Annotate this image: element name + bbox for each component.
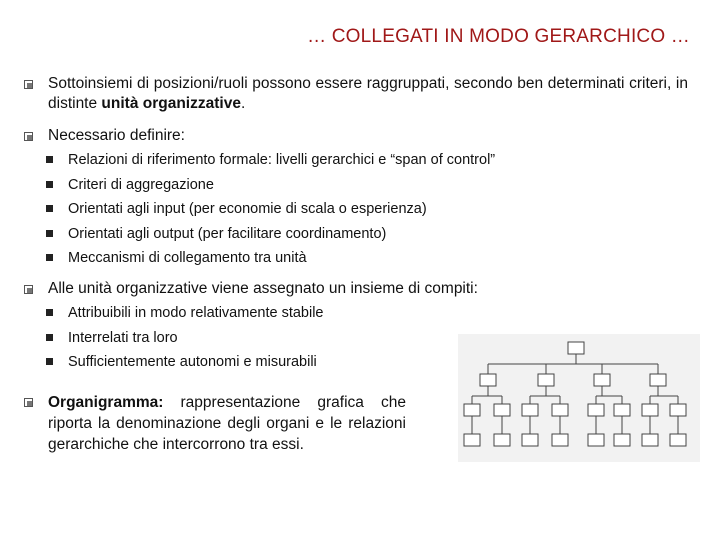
org-box-level4 [588, 434, 604, 446]
org-box-level3 [588, 404, 604, 416]
bold-term: unità organizzative [101, 95, 241, 112]
bullet-text: Organigramma: rappresentazione grafica che riporta la denominazione degli organi e le relazioni gerarchiche che intercorrono tra essi. [48, 394, 406, 453]
checkbox-bullet-icon [24, 132, 33, 141]
checkbox-bullet-icon [24, 80, 33, 89]
org-box-level4 [614, 434, 630, 446]
org-box-level4 [642, 434, 658, 446]
org-box-level3 [642, 404, 658, 416]
org-box-level4 [552, 434, 568, 446]
org-box-level3 [494, 404, 510, 416]
org-box-level3 [552, 404, 568, 416]
slide-title: … COLLEGATI IN MODO GERARCHICO … [307, 26, 690, 47]
list-item: Meccanismi di collegamento tra unità [44, 246, 495, 271]
square-bullet-icon [46, 205, 53, 212]
list-item: Sufficientemente autonomi e misurabili [44, 350, 324, 375]
list-item: Relazioni di riferimento formale: livelli gerarchici e “span of control” [44, 148, 495, 173]
org-chart-diagram [458, 334, 700, 462]
org-box-level2 [480, 374, 496, 386]
sublist-compiti [44, 301, 324, 375]
list-item: Criteri di aggregazione [44, 173, 495, 198]
list-item: Interrelati tra loro [44, 326, 324, 351]
org-box-level2 [650, 374, 666, 386]
org-box-level3 [670, 404, 686, 416]
org-box-level2 [594, 374, 610, 386]
square-bullet-icon [46, 254, 53, 261]
bullet-text: Sottoinsiemi di posizioni/ruoli possono essere raggruppati, secondo ben determinati criteri, in distinte unità organizzative. [48, 75, 688, 112]
square-bullet-icon [46, 230, 53, 237]
bullet-text: Alle unità organizzative viene assegnato un insieme di compiti: [48, 280, 478, 297]
org-box-level4 [522, 434, 538, 446]
bullet-text: Necessario definire: [48, 127, 185, 144]
org-box-level2 [538, 374, 554, 386]
org-box-top [568, 342, 584, 354]
bold-term: Organigramma: [48, 394, 164, 411]
square-bullet-icon [46, 309, 53, 316]
sublist-definire [44, 148, 495, 271]
square-bullet-icon [46, 358, 53, 365]
list-item: Orientati agli input (per economie di scala o esperienza) [44, 197, 495, 222]
org-box-level3 [522, 404, 538, 416]
checkbox-bullet-icon [24, 285, 33, 294]
square-bullet-icon [46, 334, 53, 341]
square-bullet-icon [46, 156, 53, 163]
org-box-level4 [494, 434, 510, 446]
org-box-level3 [614, 404, 630, 416]
checkbox-bullet-icon [24, 398, 33, 407]
org-box-level3 [464, 404, 480, 416]
org-box-level4 [464, 434, 480, 446]
list-item: Attribuibili in modo relativamente stabile [44, 301, 324, 326]
org-box-level4 [670, 434, 686, 446]
square-bullet-icon [46, 181, 53, 188]
list-item: Orientati agli output (per facilitare coordinamento) [44, 222, 495, 247]
